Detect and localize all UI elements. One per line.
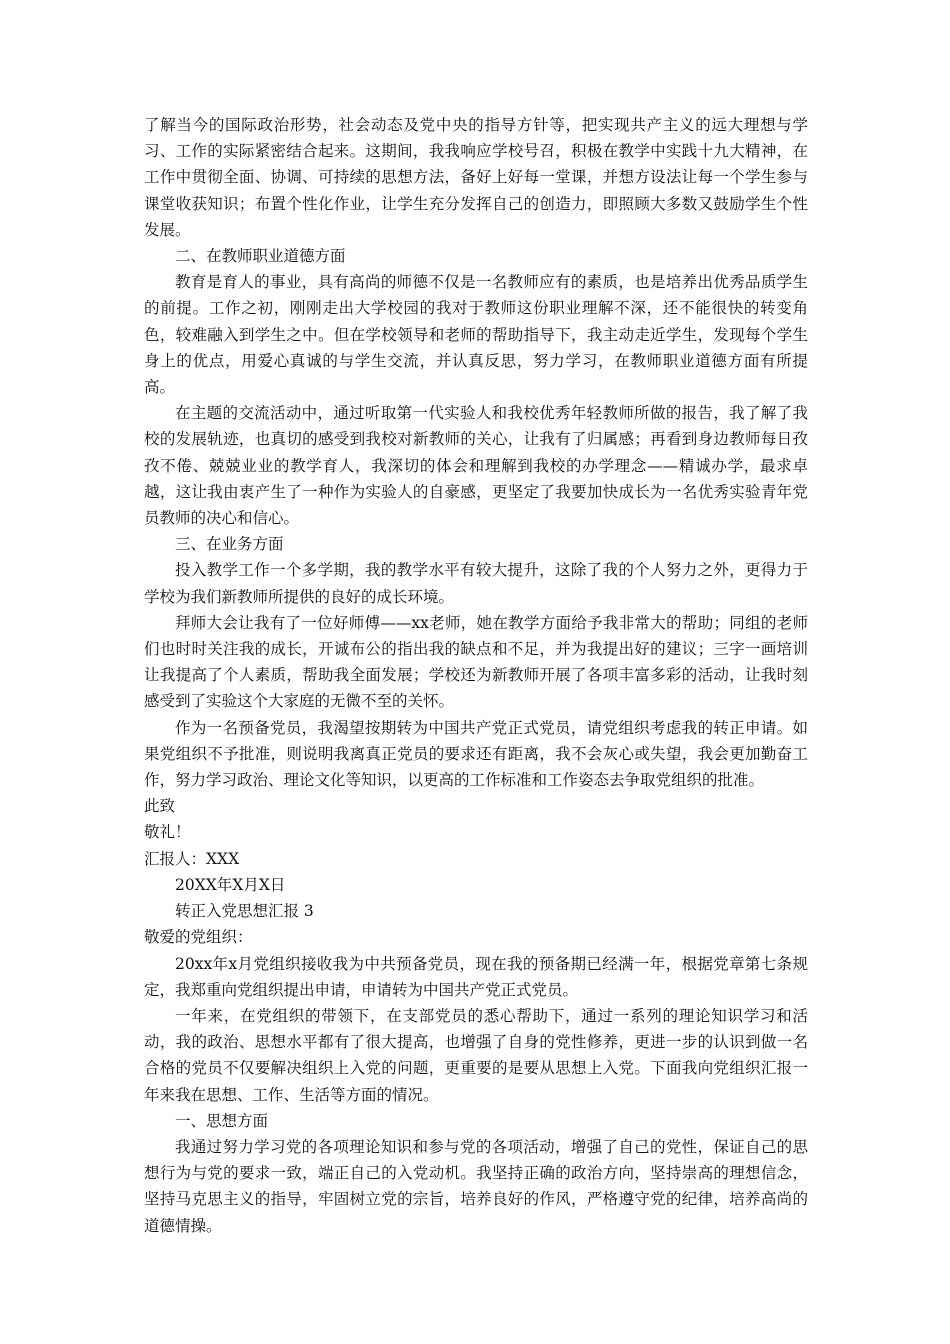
body-paragraph-2: 教育是育人的事业，具有高尚的师德不仅是一名教师应有的素质，也是培养出优秀品质学生的前提。工作之初，刚刚走出大学校园的我对于教师这份职业理解不深，还不能很快的转变角色，较难融入到学生之中。但在学校领导和老师的帮助指导下，我主动走近学生，发现每个学生身上的优点，用爱心真诚的与学生交流，并认真反思，努力学习，在教师职业道德方面有所提高。 [144, 273, 808, 397]
closing-salutation: 此致 [144, 797, 176, 816]
body-paragraph-1: 了解当今的国际政治形势，社会动态及党中央的指导方针等，把实现共产主义的远大理想与学习、工作的实际紧密结合起来。这期间，我我响应学校号召，积极在教学中实践十九大精神，在工作中贯彻全面、协调、可持续的思想方法，备好上好每一堂课，并想方设法让每一个学生参与课堂收获知识；布置个性化作业，让学生充分发挥自己的创造力，即照顾大多数又鼓励学生个性发展。 [144, 116, 808, 239]
section-heading-thought: 一、思想方面 [175, 1111, 269, 1130]
greeting: 敬爱的党组织： [144, 928, 253, 947]
body-paragraph-3: 在主题的交流活动中，通过听取第一代实验人和我校优秀年轻教师所做的报告，我了解了我校的发展轨迹，也真切的感受到我校对新教师的关心，让我有了归属感；再看到身边教师每日孜孜不倦、兢兢业业的教学育人，我深切的体会和理解到我校的办学理念——精诚办学，最求卓越，这让我由衷产生了一种作为实验人的自豪感，更坚定了我要加快成长为一名优秀实验青年党员教师的决心和信心。 [144, 404, 808, 528]
section-heading-business: 三、在业务方面 [175, 535, 284, 554]
reporter-signature: 汇报人：XXX [144, 849, 240, 868]
body-paragraph-9: 我通过努力学习党的各项理论知识和参与党的各项活动，增强了自己的党性，保证自己的思想行为与党的要求一致，端正自己的入党动机。我坚持正确的政治方向，坚持崇高的理想信念，坚持马克思主义的指导，牢固树立党的宗旨，培养良好的作风，严格遵守党的纪律，培养高尚的道德情操。 [144, 1137, 808, 1235]
body-paragraph-6: 作为一名预备党员，我渴望按期转为中国共产党正式党员，请党组织考虑我的转正申请。如果党组织不予批准，则说明我离真正党员的要求还有距离，我不会灰心或失望，我会更加勤奋工作，努力学习政治、理论文化等知识，以更高的工作标准和工作姿态去争取党组织的批准。 [144, 718, 808, 790]
body-paragraph-5: 拜师大会让我有了一位好师傅——xx老师，她在教学方面给予我非常大的帮助；同组的老师们也时时关注我的成长，开诚布公的指出我的缺点和不足，并为我提出好的建议；三字一画培训让我提高了个人素质，帮助我全面发展；学校还为新教师开展了各项丰富多彩的活动，让我时刻感受到了实验这个大家庭的无微不至的关怀。 [144, 613, 808, 711]
body-paragraph-7: 20xx年x月党组织接收我为中共预备党员，现在我的预备期已经满一年，根据党章第七条规定，我郑重向党组织提出申请，申请转为中国共产党正式党员。 [144, 954, 808, 999]
report-title: 转正入党思想汇报 3 [175, 902, 314, 921]
document-page [144, 112, 808, 1239]
report-date: 20XX年X月X日 [175, 875, 286, 894]
closing-regards: 敬礼！ [144, 823, 191, 842]
body-paragraph-8: 一年来，在党组织的带领下，在支部党员的悉心帮助下，通过一系列的理论知识学习和活动，我的政治、思想水平都有了很大提高，也增强了自身的党性修养，更进一步的认识到做一名合格的党员不仅要解决组织上入党的问题，更重要的是要从思想上入党。下面我向党组织汇报一年来我在思想、工作、生活等方面的情况。 [144, 1006, 808, 1104]
body-paragraph-4: 投入教学工作一个多学期，我的教学水平有较大提升，这除了我的个人努力之外，更得力于学校为我们新教师所提供的良好的成长环境。 [144, 561, 808, 606]
section-heading-ethics: 二、在教师职业道德方面 [175, 247, 346, 266]
